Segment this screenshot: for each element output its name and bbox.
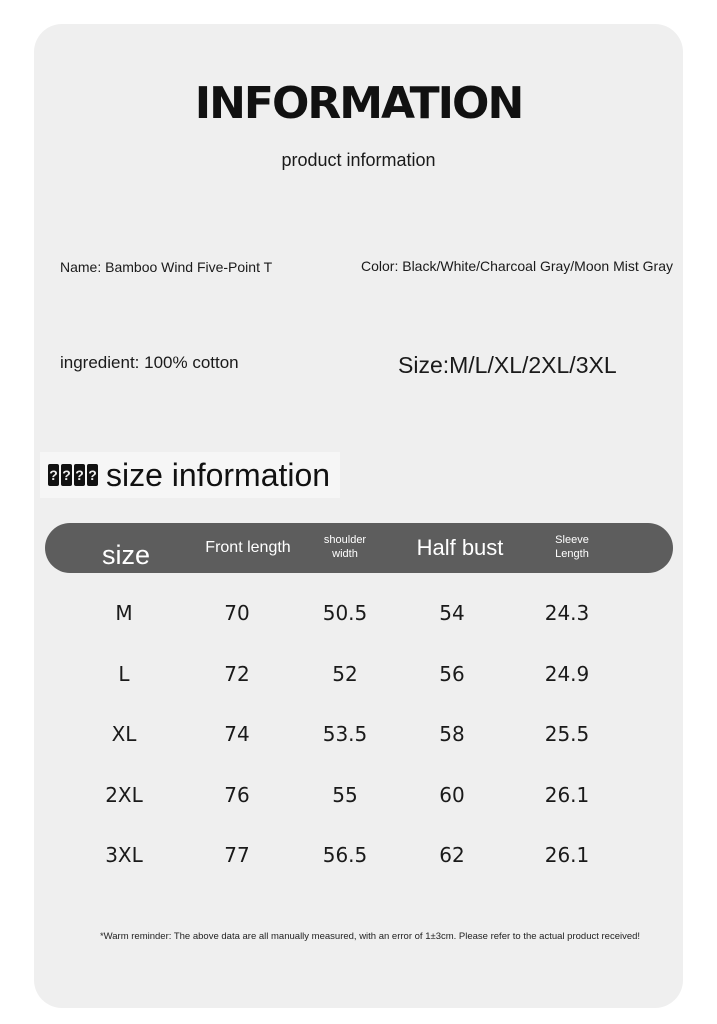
cell-front-length: 77 <box>224 843 250 867</box>
cell-front-length: 70 <box>224 601 250 625</box>
cell-front-length: 72 <box>224 662 250 686</box>
page-title: INFORMATION <box>194 78 523 129</box>
cell-shoulder-width: 53.5 <box>322 722 368 746</box>
warm-reminder-note: *Warm reminder: The above data are all manually measured, with an error of 1±3cm. Please refer to the actual product received! <box>99 931 641 942</box>
size-table-header <box>45 523 673 573</box>
cell-sleeve-length: 24.9 <box>544 662 590 686</box>
cell-half-bust: 62 <box>439 843 465 867</box>
cell-half-bust: 56 <box>439 662 465 686</box>
size-information-heading <box>40 452 340 498</box>
missing-glyph-icon <box>48 464 98 486</box>
table-row <box>0 659 717 689</box>
cell-front-length: 74 <box>224 722 250 746</box>
cell-shoulder-width: 56.5 <box>322 843 368 867</box>
cell-front-length: 76 <box>224 783 250 807</box>
page-subtitle: product information <box>281 150 436 170</box>
cell-half-bust: 58 <box>439 722 465 746</box>
cell-sleeve-length: 26.1 <box>544 783 590 807</box>
product-ingredient: ingredient: 100% cotton <box>60 353 239 372</box>
cell-half-bust: 54 <box>439 601 465 625</box>
table-row <box>0 780 717 810</box>
column-header-shoulder-width: shoulder width <box>323 534 367 560</box>
column-header-sleeve-length: Sleeve Length <box>555 534 589 560</box>
table-row <box>0 598 717 628</box>
cell-size: 2XL <box>105 783 143 807</box>
cell-shoulder-width: 52 <box>332 662 358 686</box>
cell-size: L <box>118 662 130 686</box>
table-row <box>0 719 717 749</box>
cell-size: M <box>115 601 133 625</box>
table-row <box>0 840 717 870</box>
product-name: Name: Bamboo Wind Five-Point T <box>60 259 273 275</box>
cell-shoulder-width: 50.5 <box>322 601 368 625</box>
product-sizes: Size:M/L/XL/2XL/3XL <box>398 352 617 378</box>
cell-sleeve-length: 24.3 <box>544 601 590 625</box>
column-header-half-bust: Half bust <box>416 535 504 561</box>
size-heading-text: size information <box>106 456 331 493</box>
cell-size: XL <box>111 722 137 746</box>
cell-sleeve-length: 26.1 <box>544 843 590 867</box>
product-color: Color: Black/White/Charcoal Gray/Moon Mist Gray <box>361 258 673 274</box>
column-header-front-length: Front length <box>205 539 291 556</box>
cell-size: 3XL <box>105 843 143 867</box>
cell-sleeve-length: 25.5 <box>544 722 590 746</box>
column-header-size: size <box>101 540 151 571</box>
cell-half-bust: 60 <box>439 783 465 807</box>
cell-shoulder-width: 55 <box>332 783 358 807</box>
